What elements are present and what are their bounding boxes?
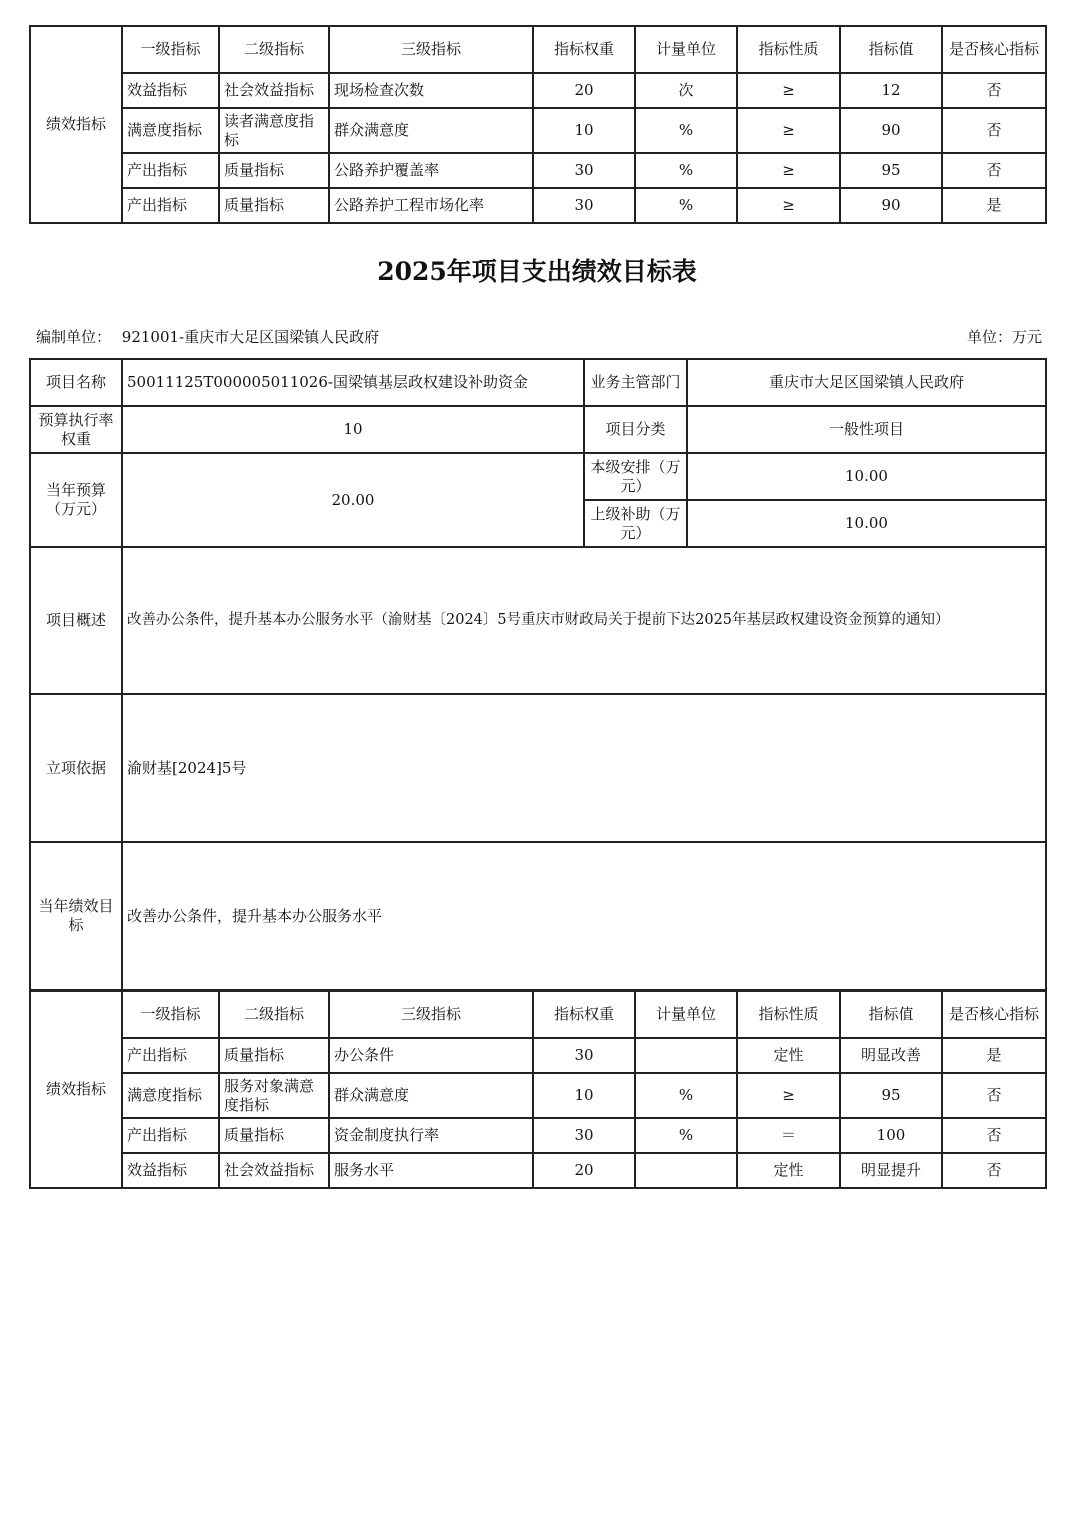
project-name-value: 50011125T000005011026-国梁镇基层政权建设补助资金 — [122, 359, 584, 406]
cell: 否 — [942, 1118, 1046, 1153]
cell — [635, 1038, 737, 1073]
table-row — [30, 1118, 1046, 1153]
category-label: 项目分类 — [584, 406, 687, 453]
table-row — [30, 1153, 1046, 1188]
header-cell: 二级指标 — [219, 26, 329, 73]
cell: 群众满意度 — [329, 1073, 533, 1118]
cell: 否 — [942, 1153, 1046, 1188]
cell: 否 — [942, 1073, 1046, 1118]
cell: % — [635, 188, 737, 223]
overview-label: 项目概述 — [30, 547, 122, 694]
table-row — [30, 153, 1046, 188]
bottom-indicator-table — [29, 990, 1047, 1189]
table-row — [30, 188, 1046, 223]
org-info — [36, 326, 379, 347]
cell: 读者满意度指标 — [219, 108, 329, 153]
top-indicator-table — [29, 25, 1047, 224]
cell: % — [635, 1118, 737, 1153]
cell: 质量指标 — [219, 188, 329, 223]
dept-label: 业务主管部门 — [584, 359, 687, 406]
cell: 次 — [635, 73, 737, 108]
goal-label: 当年绩效目标 — [30, 842, 122, 990]
header-cell: 二级指标 — [219, 991, 329, 1038]
cell: 90 — [840, 188, 942, 223]
cell: 产出指标 — [122, 153, 219, 188]
cell: 办公条件 — [329, 1038, 533, 1073]
cell: 明显改善 — [840, 1038, 942, 1073]
table-row — [30, 842, 1046, 990]
table-header-row — [30, 26, 1046, 73]
dept-value: 重庆市大足区国梁镇人民政府 — [687, 359, 1046, 406]
header-cell: 是否核心指标 — [942, 991, 1046, 1038]
cell: 公路养护工程市场化率 — [329, 188, 533, 223]
header-cell: 计量单位 — [635, 26, 737, 73]
cell: 明显提升 — [840, 1153, 942, 1188]
cell: % — [635, 1073, 737, 1118]
header-cell: 三级指标 — [329, 26, 533, 73]
cell: 30 — [533, 153, 635, 188]
cell: 是 — [942, 188, 1046, 223]
cell — [635, 1153, 737, 1188]
cell: 否 — [942, 108, 1046, 153]
cell: 产出指标 — [122, 1038, 219, 1073]
cell: 100 — [840, 1118, 942, 1153]
overview-value: 改善办公条件，提升基本办公服务水平（渝财基〔2024〕5号重庆市财政局关于提前下达2025年基层政权建设资金预算的通知） — [122, 547, 1046, 694]
header-cell: 指标性质 — [737, 26, 840, 73]
local-label: 本级安排（万元） — [584, 453, 687, 500]
budget-label: 当年预算（万元） — [30, 453, 122, 547]
cell: 定性 — [737, 1153, 840, 1188]
cell: 30 — [533, 1038, 635, 1073]
header-cell: 一级指标 — [122, 991, 219, 1038]
page-title: 2025年项目支出绩效目标表 — [377, 257, 697, 286]
local-value: 10.00 — [687, 453, 1046, 500]
org-value: 921001-重庆市大足区国梁镇人民政府 — [121, 328, 380, 346]
cell: 95 — [840, 153, 942, 188]
cell: 95 — [840, 1073, 942, 1118]
cell: 公路养护覆盖率 — [329, 153, 533, 188]
cell: % — [635, 108, 737, 153]
project-info-table — [29, 358, 1047, 991]
cell: 质量指标 — [219, 1038, 329, 1073]
header-cell: 三级指标 — [329, 991, 533, 1038]
cell: % — [635, 153, 737, 188]
table-row — [30, 694, 1046, 842]
header-cell: 指标权重 — [533, 26, 635, 73]
table-header-row — [30, 991, 1046, 1038]
cell: 满意度指标 — [122, 1073, 219, 1118]
cell: 满意度指标 — [122, 108, 219, 153]
cell: 效益指标 — [122, 73, 219, 108]
table-row — [30, 453, 1046, 500]
header-cell: 一级指标 — [122, 26, 219, 73]
cell: 否 — [942, 73, 1046, 108]
cell: ≥ — [737, 73, 840, 108]
cell: 社会效益指标 — [219, 73, 329, 108]
header-cell: 是否核心指标 — [942, 26, 1046, 73]
cell: ≥ — [737, 1073, 840, 1118]
cell: 质量指标 — [219, 153, 329, 188]
project-name-label: 项目名称 — [30, 359, 122, 406]
header-cell: 指标值 — [840, 991, 942, 1038]
cell: 产出指标 — [122, 188, 219, 223]
cell: 20 — [533, 73, 635, 108]
cell: 服务对象满意度指标 — [219, 1073, 329, 1118]
header-cell: 指标性质 — [737, 991, 840, 1038]
cell: 30 — [533, 1118, 635, 1153]
cell: 20 — [533, 1153, 635, 1188]
cell: ≥ — [737, 188, 840, 223]
section-label: 绩效指标 — [30, 991, 122, 1188]
cell: ≥ — [737, 153, 840, 188]
cell: 10 — [533, 1073, 635, 1118]
header-cell: 指标值 — [840, 26, 942, 73]
cell: 群众满意度 — [329, 108, 533, 153]
cell: 90 — [840, 108, 942, 153]
cell: 12 — [840, 73, 942, 108]
rate-value: 10 — [122, 406, 584, 453]
goal-value: 改善办公条件，提升基本办公服务水平 — [122, 842, 1046, 990]
rate-label: 预算执行率权重 — [30, 406, 122, 453]
cell: 30 — [533, 188, 635, 223]
cell: ＝ — [737, 1118, 840, 1153]
cell: 是 — [942, 1038, 1046, 1073]
section-label: 绩效指标 — [30, 26, 122, 223]
unit-label: 单位：万元 — [966, 328, 1042, 346]
cell: 效益指标 — [122, 1153, 219, 1188]
org-label: 编制单位： — [36, 328, 112, 346]
upper-label: 上级补助（万元） — [584, 500, 687, 547]
upper-value: 10.00 — [687, 500, 1046, 547]
cell: ≥ — [737, 108, 840, 153]
cell: 资金制度执行率 — [329, 1118, 533, 1153]
header-cell: 计量单位 — [635, 991, 737, 1038]
basis-value: 渝财基[2024]5号 — [122, 694, 1046, 842]
cell: 10 — [533, 108, 635, 153]
cell: 社会效益指标 — [219, 1153, 329, 1188]
cell: 否 — [942, 153, 1046, 188]
cell: 现场检查次数 — [329, 73, 533, 108]
cell: 服务水平 — [329, 1153, 533, 1188]
table-row — [30, 73, 1046, 108]
cell: 质量指标 — [219, 1118, 329, 1153]
header-cell: 指标权重 — [533, 991, 635, 1038]
table-row — [30, 1073, 1046, 1118]
basis-label: 立项依据 — [30, 694, 122, 842]
table-row — [30, 547, 1046, 694]
table-row — [30, 1038, 1046, 1073]
cell: 定性 — [737, 1038, 840, 1073]
budget-value: 20.00 — [122, 453, 584, 547]
cell: 产出指标 — [122, 1118, 219, 1153]
table-row — [30, 359, 1046, 406]
table-row — [30, 108, 1046, 153]
category-value: 一般性项目 — [687, 406, 1046, 453]
table-row — [30, 406, 1046, 453]
